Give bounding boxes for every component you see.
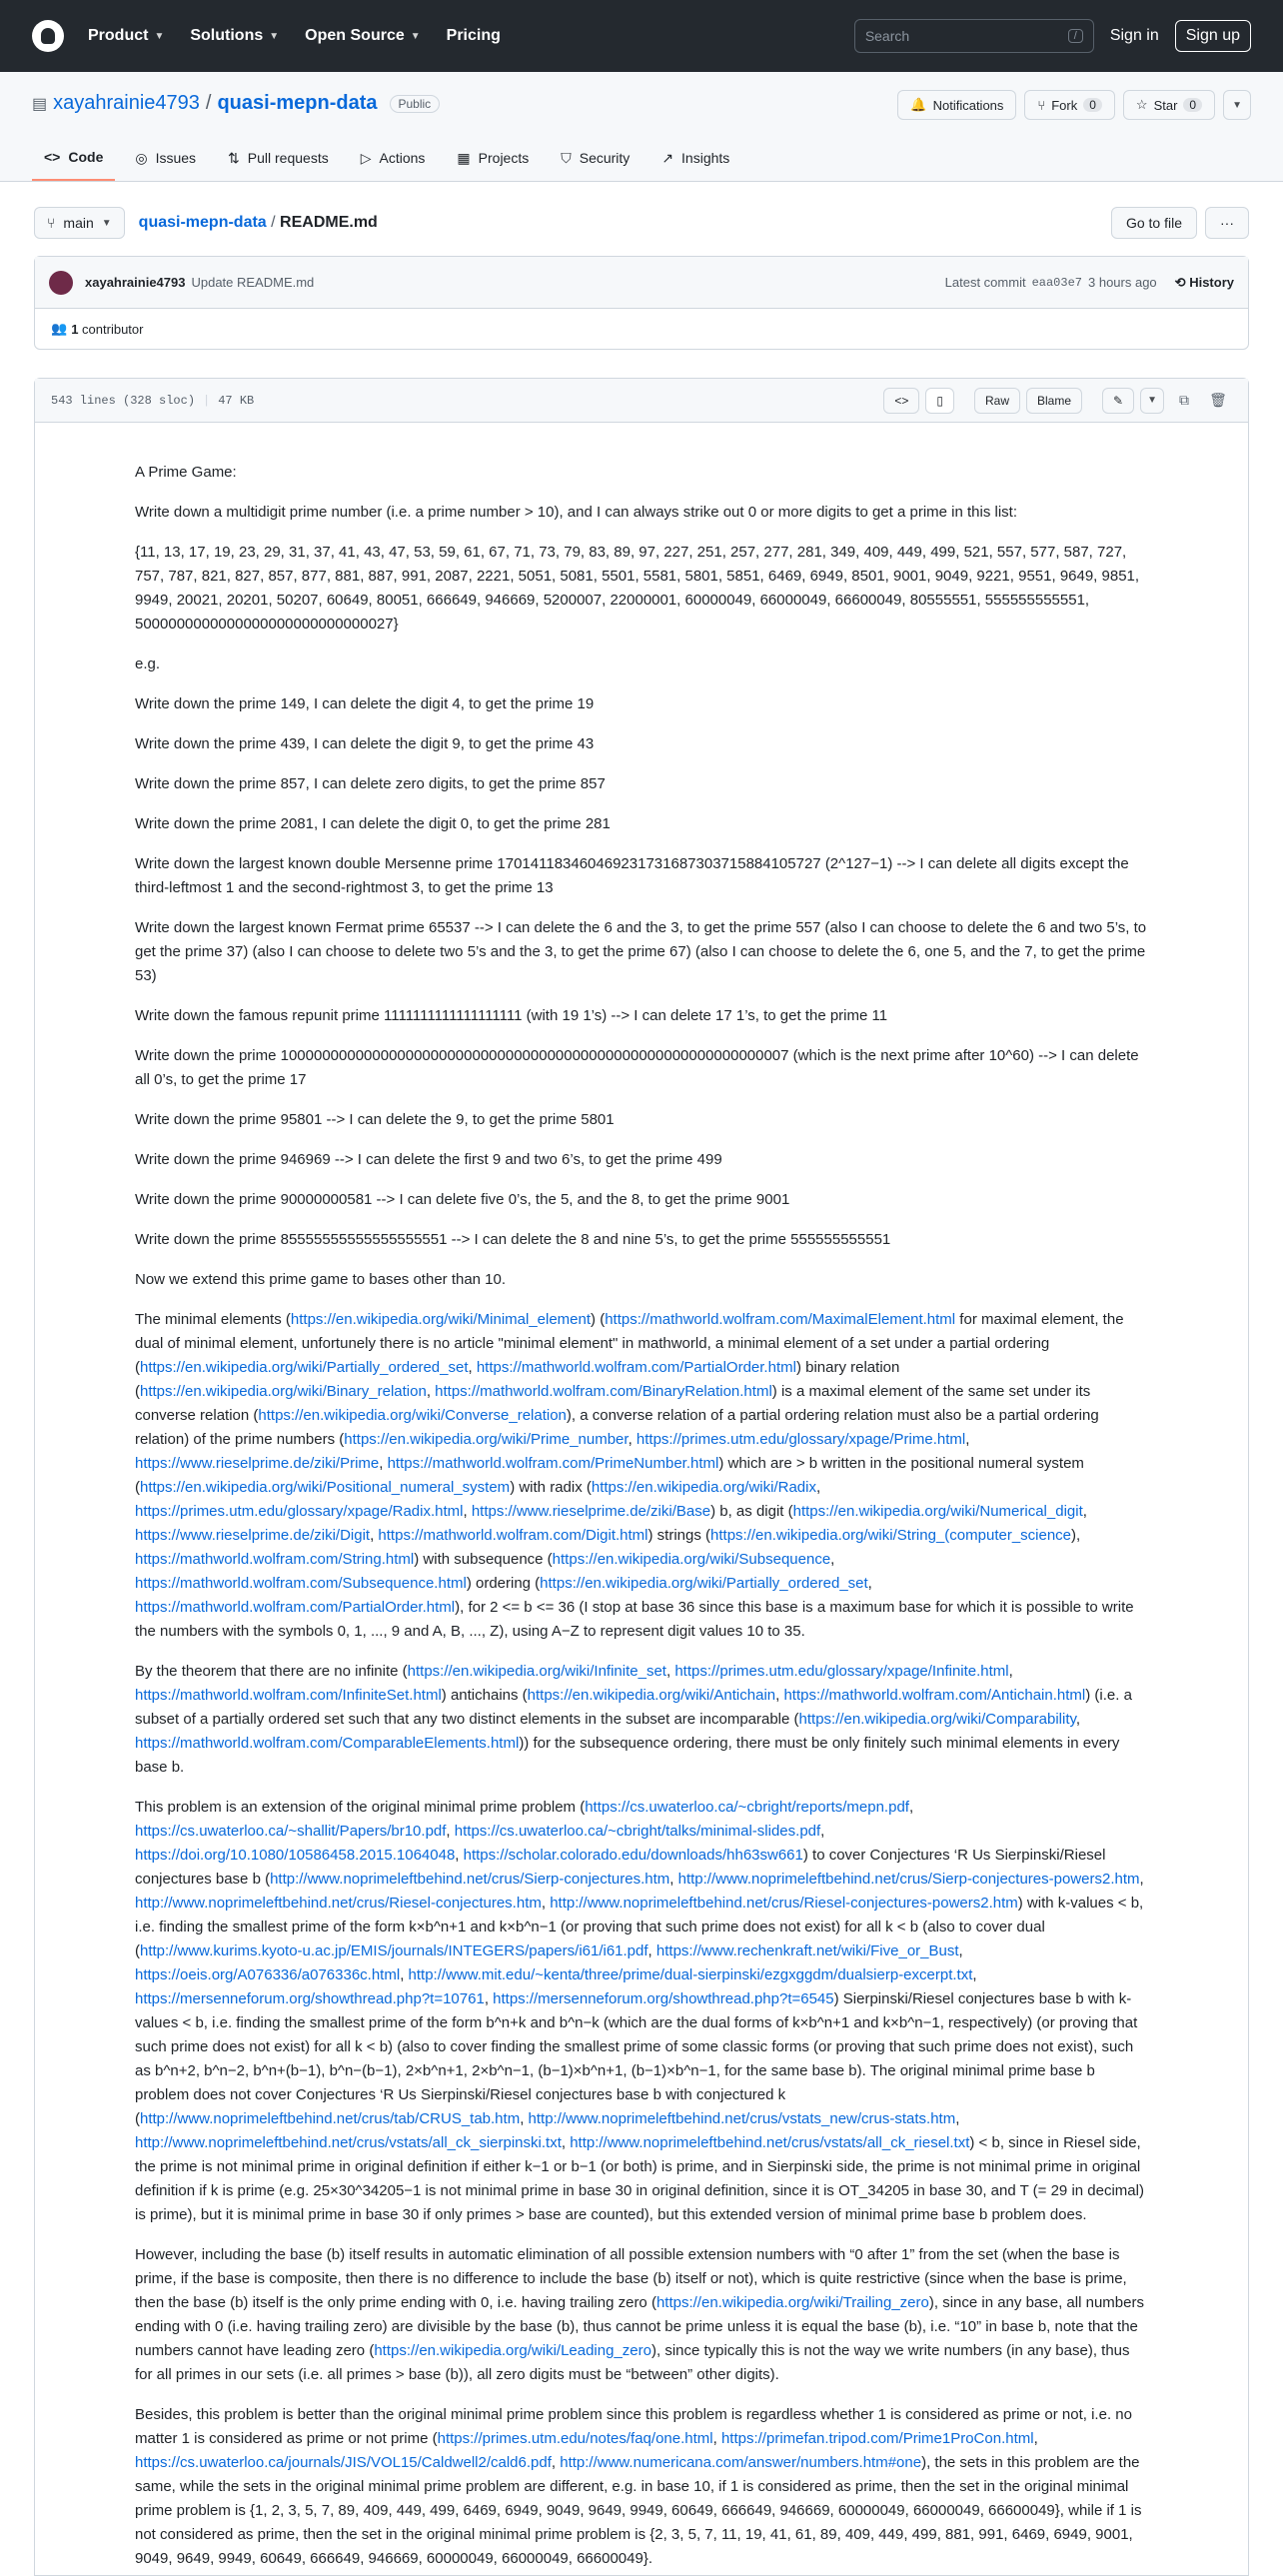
readme-paragraph: Write down the prime 85555555555555555551 --> I can delete the 8 and nine 5’s, to get the prime 555555555551 xyxy=(135,1231,891,1248)
readme-paragraph: Write down the prime 946969 --> I can delete the first 9 and two 6’s, to get the prime 499 xyxy=(135,1151,722,1168)
readme-link[interactable]: http://www.noprimeleftbehind.net/crus/Riesel-conjectures-powers2.htm xyxy=(550,1895,1018,1912)
readme-link[interactable]: https://www.rieselprime.de/ziki/Base xyxy=(471,1503,711,1520)
readme-link[interactable]: https://en.wikipedia.org/wiki/Leading_zero xyxy=(374,2342,651,2359)
more-options-button[interactable]: ··· xyxy=(1205,207,1249,239)
repo-title xyxy=(32,92,440,115)
readme-link[interactable]: https://en.wikipedia.org/wiki/Infinite_set xyxy=(407,1663,666,1680)
readme-link[interactable]: https://en.wikipedia.org/wiki/Partially_ordered_set xyxy=(140,1359,469,1376)
nav-open-source-label: Open Source xyxy=(305,27,405,44)
preview-button[interactable] xyxy=(925,388,954,414)
readme-link[interactable]: https://en.wikipedia.org/wiki/String_(computer_science xyxy=(710,1527,1072,1544)
readme-link[interactable]: https://en.wikipedia.org/wiki/Trailing_zero xyxy=(655,2294,929,2311)
fork-count: 0 xyxy=(1083,98,1102,112)
readme-paragraph-extension: This problem is an extension of the original minimal prime problem (https://cs.uwaterloo.ca/~cbright/reports/mepn.pdf, https://cs.uwaterloo.ca/~shallit/Papers/br10.pdf, https://cs.uwaterloo.ca/~cbright/talks/minimal-slides.pdf, https://doi.org/10.1080/10586458.2015.1064048, https://scholar.colorado.edu/downloads/hh63sw661) to cover Conjectures ‘R Us Sierpinski/Riesel conjectures base b (http://www.noprimeleftbehind.net/crus/Sierp-conjectures.htm, http://www.noprimeleftbehind.net/crus/Sierp-conjectures-powers2.htm, http://www.noprimeleftbehind.net/crus/Riesel-conjectures.htm, http://www.noprimeleftbehind.net/crus/Riesel-conjectures-powers2.htm) with k-values < b, i.e. finding the smallest prime of the form k×b^n+1 and k×b^n−1 (or proving that such prime does not exist) for all k < b (also to cover dual (http://www.kurims.kyoto-u.ac.jp/EMIS/journals/INTEGERS/papers/i61/i61.pdf, https://www.rechenkraft.net/wiki/Five_or_Bust, https://oeis.org/A076336/a076336c.html, http://www.mit.edu/~kenta/three/prime/dual-sierpinski/ezgxggdm/dualsierp-excerpt.txt, https://mersenneforum.org/showthread.php?t=10761, https://mersenneforum.org/showthread.php?t=6545) Sierpinski/Riesel conjectures base b with k-values < b, i.e. finding the smallest prime of the form b^n+k and b^n−k (which are the dual forms of k×b^n+1 and k×b^n−1, respectively) (or proving that such prime does not exist) for all k < b) (also to cover finding the smallest prime of some classic forms (or proving that such prime does not exist), such as b^n+2, b^n−2, b^n+(b−1), b^n−(b−1), 2×b^n+1, 2×b^n−1, (b−1)×b^n+1, (b−1)×b^n−1, for the same base b). The original minimal prime base b problem does not cover Conjectures ‘R Us Sierpinski/Riesel conjectures base b with conjectured k (http://www.noprimeleftbehind.net/crus/tab/CRUS_tab.htm, http://www.noprimeleftbehind.net/crus/vstats_new/crus-stats.htm, http://www.noprimeleftbehind.net/crus/vstats/all_ck_sierpinski.txt, http://www.noprimeleftbehind.net/crus/vstats/all_ck_riesel.txt) < b, since in Riesel side, the prime is not minimal prime in original definition if either k−1 or b−1 (or both) is prime, and in Sierpinski side, the prime is not minimal prime in original definition if k is prime (e.g. 25×30^34205−1 is not minimal prime in base 30 in original definition, since it is OT_34205 in base 30, and T (= 29 in decimal) is prime), but it is minimal prime in base 30 if only primes > base are counted), but this extended version of minimal prime base b problem does. xyxy=(135,1799,1144,2223)
readme-link[interactable]: http://www.numericana.com/answer/numbers.htm#one xyxy=(560,2454,922,2471)
readme-link[interactable]: https://mathworld.wolfram.com/InfiniteSet.html xyxy=(135,1687,442,1704)
history-link[interactable] xyxy=(1175,275,1234,291)
sign-in-link[interactable]: Sign in xyxy=(1109,27,1159,44)
readme-link[interactable]: https://scholar.colorado.edu/downloads/hh63sw661 xyxy=(463,1847,803,1864)
nav-solutions[interactable] xyxy=(190,27,279,45)
code-view-button[interactable] xyxy=(883,388,919,414)
fork-icon: ⑂ xyxy=(1037,97,1046,113)
readme-link[interactable]: https://en.wikipedia.org/wiki/Binary_relation xyxy=(140,1383,427,1400)
readme-link[interactable]: https://en.wikipedia.org/wiki/Comparability xyxy=(798,1711,1076,1728)
repo-icon: ▤ xyxy=(32,95,48,113)
file-size: 47 KB xyxy=(218,393,255,408)
code-icon: <> xyxy=(894,393,909,408)
readme-link[interactable]: http://www.noprimeleftbehind.net/crus/Sierp-conjectures.htm xyxy=(270,1871,670,1888)
nav-pricing[interactable]: Pricing xyxy=(446,27,501,44)
breadcrumb xyxy=(139,214,378,232)
tab-issues-label: Issues xyxy=(155,150,197,166)
tab-actions-label: Actions xyxy=(379,150,426,166)
readme-link[interactable]: http://www.noprimeleftbehind.net/crus/Riesel-conjectures.htm xyxy=(135,1895,542,1912)
readme-link[interactable]: https://doi.org/10.1080/10586458.2015.1064048 xyxy=(135,1847,456,1864)
tab-issues[interactable] xyxy=(123,137,208,181)
readme-paragraph: Write down the prime 1000000000000000000000000000000000000000000000000000000000007 (which is the next prime after 10^60) --> I can delete all 0’s, to get the prime 17 xyxy=(135,1047,1139,1088)
readme-link[interactable]: http://www.kurims.kyoto-u.ac.jp/EMIS/journals/INTEGERS/papers/i61/i61.pdf xyxy=(140,1942,648,1959)
latest-commit-row xyxy=(35,257,1248,309)
history-label: History xyxy=(1189,274,1234,290)
contributors-row[interactable] xyxy=(35,309,1248,349)
nav-product[interactable] xyxy=(88,27,164,45)
global-header xyxy=(0,0,1283,72)
commit-message-link[interactable]: Update README.md xyxy=(191,275,315,290)
readme-link[interactable]: http://www.noprimeleftbehind.net/crus/vstats/all_ck_riesel.txt xyxy=(570,2134,970,2151)
readme-paragraph: Write down the prime 149, I can delete the digit 4, to get the prime 19 xyxy=(135,695,595,712)
readme-content xyxy=(35,423,1248,2571)
pencil-icon: ✎ xyxy=(1113,393,1124,408)
branch-name: main xyxy=(63,215,94,231)
issue-icon: ◎ xyxy=(135,149,148,166)
divider: | xyxy=(203,393,211,408)
commit-meta xyxy=(945,275,1234,291)
file-navigation xyxy=(34,206,1249,240)
sign-up-button[interactable]: Sign up xyxy=(1175,20,1251,52)
readme-link[interactable]: https://mathworld.wolfram.com/PrimeNumber.html xyxy=(387,1455,719,1472)
chevron-down-icon: ▼ xyxy=(154,30,165,42)
tab-projects[interactable] xyxy=(445,137,541,181)
readme-link[interactable]: https://en.wikipedia.org/wiki/Prime_number xyxy=(344,1431,629,1448)
readme-paragraph: Write down the prime 90000000581 --> I can delete five 0’s, the 5, and the 8, to get the prime 9001 xyxy=(135,1191,790,1208)
readme-paragraph: Write down the prime 439, I can delete the digit 9, to get the prime 43 xyxy=(135,735,595,752)
file-icon: ▯ xyxy=(936,393,943,408)
readme-link[interactable]: https://www.rieselprime.de/ziki/Digit xyxy=(135,1527,371,1544)
blame-button[interactable]: Blame xyxy=(1026,388,1082,414)
chevron-down-icon: ▼ xyxy=(410,30,421,42)
readme-link[interactable]: https://en.wikipedia.org/wiki/Positional_numeral_system xyxy=(140,1479,511,1496)
commit-sha-link[interactable]: eaa03e7 xyxy=(1031,275,1082,290)
readme-paragraph: A Prime Game: xyxy=(135,464,237,481)
readme-link[interactable]: https://en.wikipedia.org/wiki/Converse_relation xyxy=(258,1407,567,1424)
file-viewer xyxy=(34,378,1249,2576)
readme-link[interactable]: https://en.wikipedia.org/wiki/Numerical_digit xyxy=(792,1503,1083,1520)
readme-paragraph: Write down the prime 2081, I can delete the digit 0, to get the prime 281 xyxy=(135,815,611,832)
commit-box xyxy=(34,256,1249,350)
readme-link[interactable]: https://mathworld.wolfram.com/BinaryRelation.html xyxy=(435,1383,772,1400)
pull-request-icon: ⇅ xyxy=(228,149,240,166)
star-count: 0 xyxy=(1183,98,1202,112)
latest-commit-label: Latest commit xyxy=(944,275,1026,290)
readme-link[interactable]: https://www.rieselprime.de/ziki/Prime xyxy=(135,1455,380,1472)
tab-pull-requests-label: Pull requests xyxy=(247,150,329,166)
readme-paragraph: {11, 13, 17, 19, 23, 29, 31, 37, 41, 43, 47, 53, 59, 61, 67, 71, 73, 79, 83, 89, 97, 227, 251, 257, 277, 281, 349, 409, 449, 499, 521, 557, 577, 587, 727, 757, 787, 821, 827, 857, 877, 881, 887, 991, 2087, 2221, 5051, 5081, 5501, 5581, 5801, 5851, 6469, 6949, 8501, 9001, 9049, 9221, 9551, 9649, 9851, 9949, 20021, 20201, 50207, 60649, 80051, 666649, 946669, 5200007, 22000001, 60000049, 66000049, 66600049, 80555551, 555555555551, 5000000000000000000000000000027} xyxy=(135,544,1140,633)
readme-link[interactable]: https://www.rechenkraft.net/wiki/Five_or_Bust xyxy=(655,1942,959,1959)
breadcrumb-file: README.md xyxy=(280,214,378,231)
readme-paragraph: Write down the prime 857, I can delete zero digits, to get the prime 857 xyxy=(135,775,606,792)
repo-header xyxy=(0,72,1283,182)
edit-button[interactable] xyxy=(1102,388,1134,414)
star-label: Star xyxy=(1153,97,1178,113)
copy-icon[interactable]: ⧉ xyxy=(1179,392,1189,408)
chevron-down-icon: ▼ xyxy=(269,30,280,42)
tab-security-label: Security xyxy=(579,150,631,166)
readme-link[interactable]: https://en.wikipedia.org/wiki/Subsequence xyxy=(552,1551,831,1568)
tab-pull-requests[interactable] xyxy=(216,137,341,181)
repo-actions xyxy=(897,90,1251,120)
play-icon: ▷ xyxy=(360,149,372,166)
repo-name-link[interactable]: quasi-mepn-data xyxy=(217,92,378,114)
commit-time: 3 hours ago xyxy=(1088,275,1157,290)
tab-code-label: Code xyxy=(68,149,104,165)
readme-paragraph-minimal-elements: The minimal elements (https://en.wikipedia.org/wiki/Minimal_element) (https://mathworld.wolfram.com/MaximalElement.html for maximal element, the dual of minimal element, unfortunely there is no article "minimal element" in mathworld, a minimal element of a set under a partial ordering (https://en.wikipedia.org/wiki/Partially_ordered_set, https://mathworld.wolfram.com/PartialOrder.html) binary relation (https://en.wikipedia.org/wiki/Binary_relation, https://mathworld.wolfram.com/BinaryRelation.html) is a maximal element of the same set under its converse relation (https://en.wikipedia.org/wiki/Converse_relation), a converse relation of a partial ordering relation must also be a partial ordering relation) of the prime numbers (https://en.wikipedia.org/wiki/Prime_number, https://primes.utm.edu/glossary/xpage/Prime.html, https://www.rieselprime.de/ziki/Prime, https://mathworld.wolfram.com/PrimeNumber.html) which are > b written in the positional numeral system (https://en.wikipedia.org/wiki/Positional_numeral_system) with radix (https://en.wikipedia.org/wiki/Radix, https://primes.utm.edu/glossary/xpage/Radix.html, https://www.rieselprime.de/ziki/Base) b, as digit (https://en.wikipedia.org/wiki/Numerical_digit, https://www.rieselprime.de/ziki/Digit, https://mathworld.wolfram.com/Digit.html) strings (https://en.wikipedia.org/wiki/String_(computer_science), https://mathworld.wolfram.com/String.html) with subsequence (https://en.wikipedia.org/wiki/Subsequence, https://mathworld.wolfram.com/Subsequence.html) ordering (https://en.wikipedia.org/wiki/Partially_ordered_set, https://mathworld.wolfram.com/PartialOrder.html), for 2 <= b <= 36 (I stop at base 36 since this base is a maximum base for which it is possible to write the numbers with the symbols 0, 1, ..., 9 and A, B, ..., Z), using A−Z to represent digit values 10 to 35. xyxy=(135,1311,1134,1640)
nav-solutions-label: Solutions xyxy=(190,27,264,44)
readme-link[interactable]: https://cs.uwaterloo.ca/~cbright/reports/mepn.pdf xyxy=(585,1799,909,1816)
breadcrumb-separator: / xyxy=(271,214,276,231)
table-icon: ▦ xyxy=(457,149,471,166)
readme-paragraph: Write down a multidigit prime number (i.e. a prime number > 10), and I can always strike out 0 or more digits to get a prime in this list: xyxy=(135,504,1018,521)
search-placeholder: Search xyxy=(864,28,910,44)
file-header xyxy=(35,379,1248,423)
readme-link[interactable]: https://en.wikipedia.org/wiki/Partially_ordered_set xyxy=(540,1575,868,1592)
star-dropdown-button[interactable] xyxy=(1223,90,1251,120)
breadcrumb-repo-link[interactable]: quasi-mepn-data xyxy=(138,214,267,231)
readme-link[interactable]: https://mathworld.wolfram.com/PartialOrder.html xyxy=(476,1359,796,1376)
repo-tabs xyxy=(32,137,741,181)
readme-link[interactable]: https://mathworld.wolfram.com/ComparableElements.html xyxy=(135,1735,520,1752)
readme-paragraph: Write down the famous repunit prime 1111111111111111111 (with 19 1’s) --> I can delete 17 1’s, to get the prime 11 xyxy=(135,1007,888,1024)
readme-paragraph-besides: Besides, this problem is better than the original minimal prime problem since this problem is regardless whether 1 is considered as prime or not, i.e. no matter 1 is considered as prime or not prime (https://primes.utm.edu/notes/faq/one.html, https://primefan.tripod.com/Prime1ProCon.html, https://cs.uwaterloo.ca/journals/JIS/VOL15/Caldwell2/cald6.pdf, http://www.numericana.com/answer/numbers.htm#one), the sets in this problem are the same, while the sets in the original minimal prime problem are different, e.g. in base 10, if 1 is considered as prime, then the set in the original minimal prime problem is {1, 2, 3, 5, 7, 89, 409, 449, 499, 6469, 6949, 9049, 9649, 9949, 60649, 666649, 946669, 60000049, 66000049, 66600049}, while if 1 is not considered as prime, then the set in the original minimal prime problem is {2, 3, 5, 7, 11, 19, 41, 61, 89, 409, 449, 499, 881, 991, 6469, 6949, 9001, 9049, 9649, 9949, 60649, 666649, 946669, 60000049, 66000049, 66600049}. xyxy=(135,2406,1142,2567)
star-button[interactable] xyxy=(1123,90,1215,120)
readme-link[interactable]: https://primes.utm.edu/notes/faq/one.html xyxy=(437,2430,713,2447)
star-icon: ☆ xyxy=(1135,97,1148,112)
readme-paragraph: Write down the prime 95801 --> I can delete the 9, to get the prime 5801 xyxy=(135,1111,615,1128)
contributors-label: contributor xyxy=(82,321,144,337)
branch-icon: ⑂ xyxy=(47,215,56,231)
global-nav xyxy=(88,27,501,45)
readme-paragraph: e.g. xyxy=(135,655,161,672)
fork-label: Fork xyxy=(1051,97,1078,113)
readme-link[interactable]: https://en.wikipedia.org/wiki/Antichain xyxy=(527,1687,776,1704)
nav-product-label: Product xyxy=(88,27,149,44)
readme-link[interactable]: https://mathworld.wolfram.com/PartialOrder.html xyxy=(135,1599,456,1616)
code-icon: <> xyxy=(44,149,61,165)
go-to-file-button[interactable]: Go to file xyxy=(1111,207,1197,239)
branch-selector[interactable] xyxy=(34,207,125,239)
readme-link[interactable]: https://primes.utm.edu/glossary/xpage/Prime.html xyxy=(636,1431,966,1448)
github-logo-icon[interactable] xyxy=(32,20,64,52)
people-icon: 👥 xyxy=(51,321,68,336)
chevron-down-icon: ▼ xyxy=(1232,99,1242,111)
readme-link[interactable]: http://www.noprimeleftbehind.net/crus/Sierp-conjectures-powers2.htm xyxy=(677,1871,1140,1888)
readme-link[interactable]: https://oeis.org/A076336/a076336c.html xyxy=(135,1966,401,1983)
readme-link[interactable]: https://mathworld.wolfram.com/Antichain.html xyxy=(783,1687,1086,1704)
readme-paragraph-theorem: By the theorem that there are no infinite (https://en.wikipedia.org/wiki/Infinite_set, https://primes.utm.edu/glossary/xpage/Infinite.html, https://mathworld.wolfram.com/InfiniteSet.html) antichains (https://en.wikipedia.org/wiki/Antichain, https://mathworld.wolfram.com/Antichain.html) (i.e. a subset of a partially ordered set such that any two distinct elements in the subset are incomparable (https://en.wikipedia.org/wiki/Comparability, https://mathworld.wolfram.com/ComparableElements.html)) for the subsequence ordering, there must be only finitely such minimal elements in every base b. xyxy=(135,1663,1132,1776)
readme-link[interactable]: https://cs.uwaterloo.ca/journals/JIS/VOL15/Caldwell2/cald6.pdf xyxy=(135,2454,552,2471)
shield-icon: ⛉ xyxy=(561,149,572,166)
repo-owner-link[interactable]: xayahrainie4793 xyxy=(53,92,200,114)
readme-link[interactable]: https://mathworld.wolfram.com/Digit.html xyxy=(378,1527,648,1544)
raw-button[interactable]: Raw xyxy=(974,388,1020,414)
notifications-button[interactable] xyxy=(897,90,1016,120)
tab-code[interactable] xyxy=(32,137,115,181)
readme-paragraph: Now we extend this prime game to bases other than 10. xyxy=(135,1271,507,1288)
readme-link[interactable]: https://mathworld.wolfram.com/Subsequence.html xyxy=(135,1575,467,1592)
tab-insights[interactable] xyxy=(649,137,741,181)
chevron-down-icon: ▼ xyxy=(101,217,112,229)
visibility-badge: Public xyxy=(390,95,441,113)
tab-insights-label: Insights xyxy=(681,150,730,166)
readme-link[interactable]: https://mersenneforum.org/showthread.php?t=10761 xyxy=(135,1990,485,2007)
file-tools xyxy=(883,388,1232,414)
readme-paragraph: Write down the largest known double Mersenne prime 170141183460469231731687303715884105727 (2^127−1) --> I can delete all digits except the third-leftmost 1 and the second-rightmost 3, to get the prime 13 xyxy=(135,855,1129,896)
contributors-count: 1 xyxy=(71,321,79,337)
notifications-label: Notifications xyxy=(932,97,1004,113)
readme-link[interactable]: http://www.noprimeleftbehind.net/crus/vstats/all_ck_sierpinski.txt xyxy=(135,2134,562,2151)
commit-author-link[interactable]: xayahrainie4793 xyxy=(85,275,186,290)
readme-link[interactable]: http://www.noprimeleftbehind.net/crus/tab/CRUS_tab.htm xyxy=(140,2110,521,2127)
readme-link[interactable]: https://en.wikipedia.org/wiki/Minimal_element xyxy=(290,1311,592,1328)
avatar[interactable] xyxy=(49,271,73,295)
readme-link[interactable]: https://cs.uwaterloo.ca/~shallit/Papers/br10.pdf xyxy=(135,1823,447,1840)
readme-link[interactable]: http://www.mit.edu/~kenta/three/prime/dual-sierpinski/ezgxggdm/dualsierp-excerpt.txt xyxy=(408,1966,973,1983)
readme-link[interactable]: https://en.wikipedia.org/wiki/Radix xyxy=(591,1479,816,1496)
readme-link[interactable]: https://primes.utm.edu/glossary/xpage/Infinite.html xyxy=(674,1663,1009,1680)
repo-title-separator: / xyxy=(205,92,212,114)
trash-icon[interactable]: 🗑 xyxy=(1209,392,1227,408)
readme-link[interactable]: https://mersenneforum.org/showthread.php?t=6545 xyxy=(493,1990,834,2007)
chevron-down-icon: ▼ xyxy=(1147,395,1157,406)
readme-link[interactable]: http://www.noprimeleftbehind.net/crus/vstats_new/crus-stats.htm xyxy=(528,2110,956,2127)
graph-icon: ↗ xyxy=(661,149,674,166)
readme-link[interactable]: https://cs.uwaterloo.ca/~cbright/talks/minimal-slides.pdf xyxy=(454,1823,821,1840)
file-line-stats: 543 lines (328 sloc) xyxy=(51,393,196,408)
readme-paragraph: Write down the largest known Fermat prime 65537 --> I can delete the 6 and the 3, to get the prime 557 (also I can choose to delete the 6 and two 5’s, to get the prime 37) (also I can choose to delete two 5’s and the 3, to get the prime 67) (also I can choose to delete the 6, one 5, and the 7, to get the prime 53) xyxy=(135,919,1147,984)
edit-dropdown-button[interactable] xyxy=(1140,388,1164,414)
readme-link[interactable]: https://mathworld.wolfram.com/String.html xyxy=(135,1551,415,1568)
tab-actions[interactable] xyxy=(349,137,438,181)
bell-icon: 🔔 xyxy=(910,97,927,112)
nav-open-source[interactable] xyxy=(305,27,420,45)
readme-paragraph-however: However, including the base (b) itself results in automatic elimination of all possible extension numbers with “0 after 1” from the set (when the base is prime, if the base is composite, then there is no difference to include the base (b) itself or not), which is quite restrictive (since when the base is prime, then the base (b) itself is the only prime ending with 0, i.e. having trailing zero (https://en.wikipedia.org/wiki/Trailing_zero), since in any base, all numbers ending with 0 (i.e. having trailing zero) are divisible by the base (b), thus cannot be prime unless it is equal the base (b), i.e. “10” in base b, note that the numbers cannot have leading zero (https://en.wikipedia.org/wiki/Leading_zero), since typically this is not the way we write numbers (in any base), thus for all primes in our sets (i.e. all primes > base (b)), all zero digits must be “between” other digits). xyxy=(135,2246,1144,2383)
fork-button[interactable] xyxy=(1024,90,1115,120)
readme-link[interactable]: https://mathworld.wolfram.com/MaximalElement.html xyxy=(605,1311,956,1328)
history-icon: ⟲ xyxy=(1174,274,1186,290)
readme-link[interactable]: https://primefan.tripod.com/Prime1ProCon.html xyxy=(720,2430,1034,2447)
tab-projects-label: Projects xyxy=(478,150,530,166)
search-input[interactable] xyxy=(854,19,1094,53)
search-shortcut-key: / xyxy=(1068,29,1083,43)
tab-security[interactable] xyxy=(549,137,642,181)
readme-link[interactable]: https://primes.utm.edu/glossary/xpage/Radix.html xyxy=(135,1503,464,1520)
